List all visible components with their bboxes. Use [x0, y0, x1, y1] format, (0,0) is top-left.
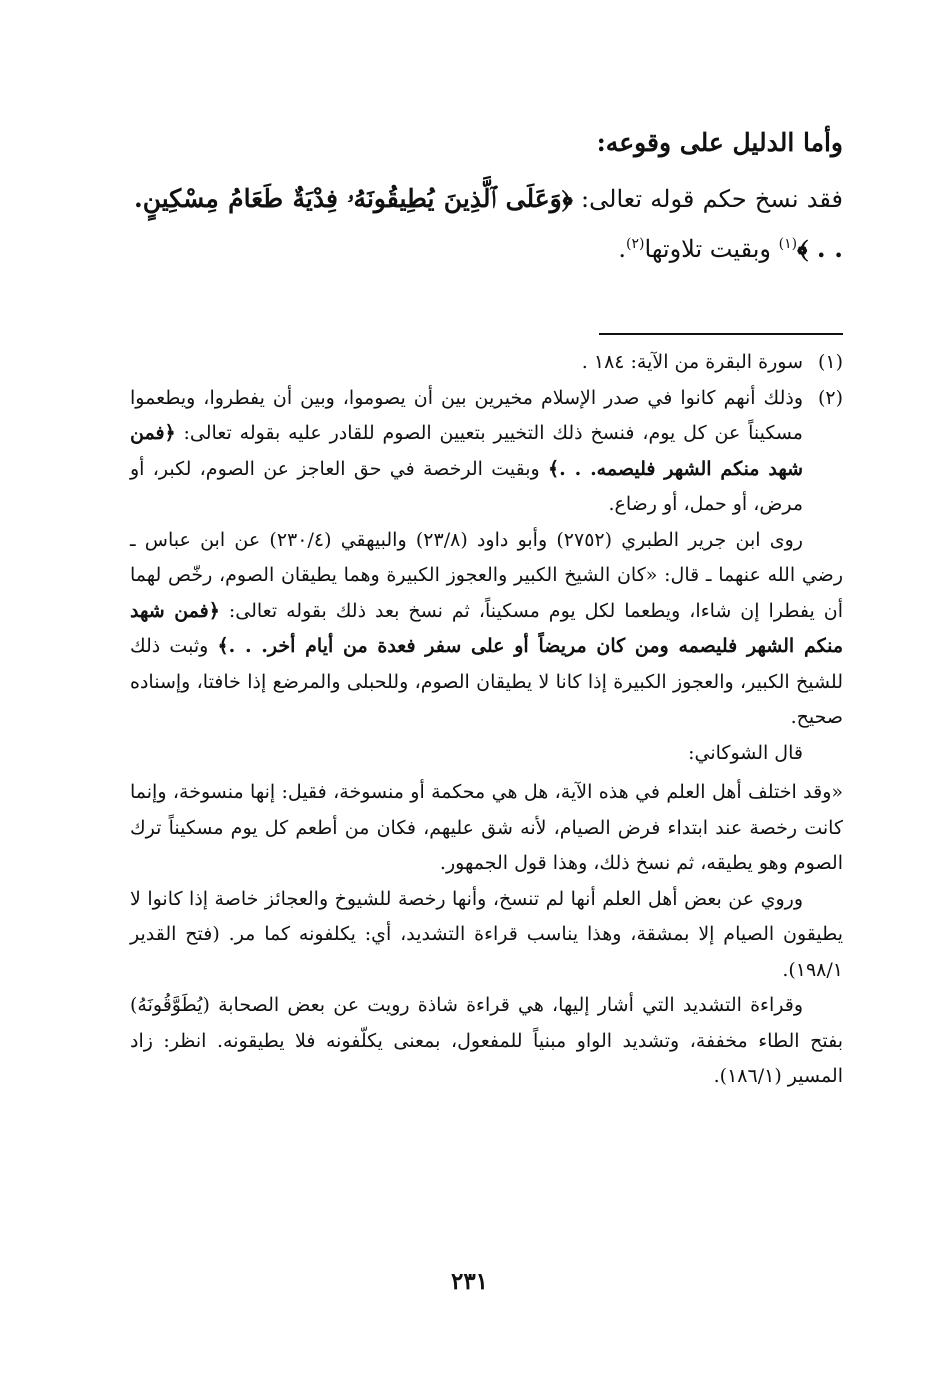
footnotes [130, 345, 843, 1095]
footnote-paragraph: قال الشوكاني: [688, 741, 803, 764]
page-number: ٢٣١ [450, 1268, 489, 1295]
main-intro: فقد نسخ حكم قوله تعالى: [572, 185, 843, 213]
footnote-text: وبقيت الرخصة في حق العاجز عن الصوم، لكبر، أو مرض، أو حمل، أو رضاع. [130, 457, 803, 515]
quran-verse: ﴿فمن شهد منكم الشهر فليصمه ومن كان مريضاً أو على سفر فعدة من أيام أخر. . .﴾ [130, 599, 843, 657]
footnote-separator [599, 333, 843, 335]
quran-verse: ﴿فمن شهد منكم الشهر فليصمه. . .﴾ [130, 422, 803, 480]
footnote-paragraph: «وقد اختلف أهل العلم في هذه الآية، هل هي محكمة أو منسوخة، فقيل: إنها منسوخة، وإنما كانت رخصة عند ابتداء فرض الصيام، لأنه شق عليهم، فكان من أطعم كل يوم مسكيناً ترك الصوم وهو يطيقه، ثم نسخ ذلك، وهذا قول الجمهور. [130, 781, 843, 874]
section-heading: وأما الدليل على وقوعه: [596, 128, 843, 157]
quran-verse: ﴿وَعَلَى ٱلَّذِينَ يُطِيقُونَهُۥ فِدْيَةٌ طَعَامُ مِسْكِينٍ. . . ﴾ [134, 184, 843, 263]
footnote-paragraph: وقراءة التشديد التي أشار إليها، هي قراءة شاذة رويت عن بعض الصحابة (يُطَوَّقُونَهُ) بفتح الطاء مخففة، وتشديد الواو مبنياً للمفعول، بمعنى يكلّفونه فلا يطيقونه. انظر: زاد المسير (١٨٦/١). [130, 994, 843, 1087]
footnote-ref-1[interactable]: (١) [778, 236, 798, 252]
footnote-number: (١) [817, 351, 843, 373]
footnote-ref-2[interactable]: (٢) [626, 236, 645, 252]
footnote-text: روى ابن جرير الطبري (٢٧٥٢) وأبو داود (٢٣/٨) والبيهقي (٢٣٠/٤) عن ابن عباس ـ رضي الله عنهما ـ قال: «كان الشيخ الكبير والعجوز الكبيرة وهما يطيقان الصوم، رخّص لهما أن يفطرا إن شاءا، ويطعما لكل يوم مسكيناً، ثم نسخ بعد ذلك بقوله تعالى: [130, 528, 843, 622]
footnote-paragraph [130, 523, 843, 736]
footnote-paragraph: وروي عن بعض أهل العلم أنها لم تنسخ، وأنها رخصة للشيوخ والعجائز خاصة إذا كانوا لا يطيقون الصيام إلا بمشقة، وهذا يناسب قراءة التشديد، أي: يكلفونه كما مر. (فتح القدير ١٩٨/١). [130, 887, 843, 981]
footnote-text: وذلك أنهم كانوا في صدر الإسلام مخيرين بين أن يصوموا، وبين أن يفطروا، ويطعموا مسكيناً عن كل يوم، فنسخ ذلك التخيير بتعيين الصوم للقادر عليه بقوله تعالى: [130, 386, 803, 444]
main-paragraph [134, 174, 843, 274]
main-tail: وبقيت تلاوتها [644, 235, 779, 263]
footnote-text: سورة البقرة من الآية: ١٨٤ . [581, 351, 803, 373]
footnote-paragraph [130, 381, 803, 523]
footnote-text: وثبت ذلك للشيخ الكبير، والعجوز الكبيرة إذا كانا لا يطيقان الصوم، وللحبلى والمرضع إذا خافتا، وإسناده صحيح. [130, 635, 844, 728]
footnote-number: (٢) [817, 386, 843, 409]
footnote-1 [130, 345, 843, 381]
main-end: . [618, 235, 627, 263]
footnote-2 [130, 381, 843, 523]
